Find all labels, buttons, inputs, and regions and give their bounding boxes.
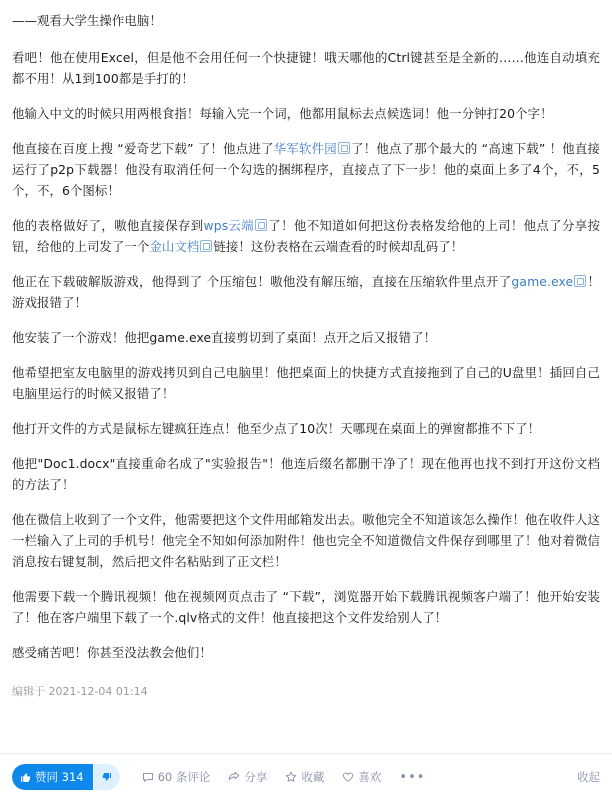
like-label: 喜欢 [358,770,382,784]
link-card-icon[interactable] [200,240,212,252]
share-button[interactable] [228,769,267,785]
thumb-up-icon [20,772,31,783]
comment-label: 60 条评论 [157,770,211,784]
answer-body [12,10,600,663]
favorite-button[interactable] [285,769,324,785]
upvote-label: 赞同 314 [35,770,84,784]
answer-paragraph: 他需要下载一个腾讯视频！他在视频网页点击了 “下载”，浏览器开始下载腾讯视频客户端了！他开始安装了！他在客户端里下载了一个.qlv格式的文件！他直接把这个文件发给别人了！ [12,589,600,625]
comment-icon [142,771,154,783]
favorite-label: 收藏 [301,770,325,784]
upvote-button[interactable] [12,764,93,790]
answer-paragraph: 他输入中文的时候只用两根食指！每输入完一个词，他都用鼠标去点候选词！他一分钟打20个字！ [12,106,553,121]
share-icon [228,771,240,783]
answer-paragraph: 他直接在百度上搜 “爱奇艺下载” 了！他点进了华军软件园 了！他点了那个最大的 “高速下载” ！他直接运行了p2p下载器！他没有取消任何一个勾选的捆绑程序，直接点了下一步！他的桌面上多了4个，不，5个，不，6个图标！ [12,141,600,198]
inline-link[interactable]: 华军软件园 [273,141,337,156]
star-icon [285,771,297,783]
answer-paragraph: 他希望把室友电脑里的游戏拷贝到自己电脑里！他把桌面上的快捷方式直接拖到了自己的U盘里！插回自己电脑里运行的时候又报错了！ [12,365,600,401]
share-label: 分享 [244,770,268,784]
link-card-icon[interactable] [338,142,350,154]
answer-paragraph: 他打开文件的方式是鼠标左键疯狂连点！他至少点了10次！天哪现在桌面上的弹窗都推不下了！ [12,421,541,436]
answer-paragraph: 看吧！他在使用Excel，但是他不会用任何一个快捷键！哦天哪他的Ctrl键甚至是全新的……他连自动填充都不用！从1到100都是手打的！ [12,50,600,86]
edited-timestamp: 编辑于 2021-12-04 01:14 [12,685,148,698]
like-button[interactable] [342,769,381,785]
answer-paragraph: 他正在下载破解版游戏，他得到了 个压缩包！嗷他没有解压缩，直接在压缩软件里点开了game.exe ！游戏报错了！ [12,274,600,310]
comment-button[interactable] [142,769,211,785]
vote-group [12,764,120,790]
answer-paragraph: 他安装了一个游戏！他把game.exe直接剪切到了桌面！点开之后又报错了！ [12,330,437,345]
collapse-button[interactable]: 收起 [577,770,600,784]
answer-paragraph: 他把"Doc1.docx"直接重命名成了"实验报告"！他连后缀名都删干净了！现在他再也找不到打开这份文档的方法了！ [12,456,600,492]
link-card-icon[interactable] [574,275,586,287]
answer-paragraph: 他的表格做好了，嗷他直接保存到wps云端 了！他不知道如何把这份表格发给他的上司！他点了分享按钮，给他的上司发了一个金山文档 链接！这份表格在云端查看的时候却乱码了！ [12,218,600,254]
inline-link[interactable]: 金山文档 [149,239,200,254]
inline-link[interactable]: wps云端 [203,218,255,233]
answer-paragraph: 感受痛苦吧！你甚至没法教会他们！ [12,645,212,660]
downvote-button[interactable] [94,764,120,790]
thumb-down-icon [102,772,112,782]
link-card-icon[interactable] [255,219,267,231]
answer-paragraph: ——观看大学生操作电脑！ [12,13,162,28]
inline-link[interactable]: game.exe [511,274,574,289]
heart-icon [342,771,354,783]
more-options-button[interactable]: ••• [399,769,426,785]
answer-paragraph: 他在微信上收到了一个文件，他需要把这个文件用邮箱发出去。嗷他完全不知道该怎么操作！他在收件人这一栏输入了上司的手机号！他完全不知如何添加附件！他也完全不知道微信文件保存到哪里了！他对着微信消息按右键复制，然后把文件名粘贴到了正文栏！ [12,512,600,569]
action-bar [0,754,612,800]
